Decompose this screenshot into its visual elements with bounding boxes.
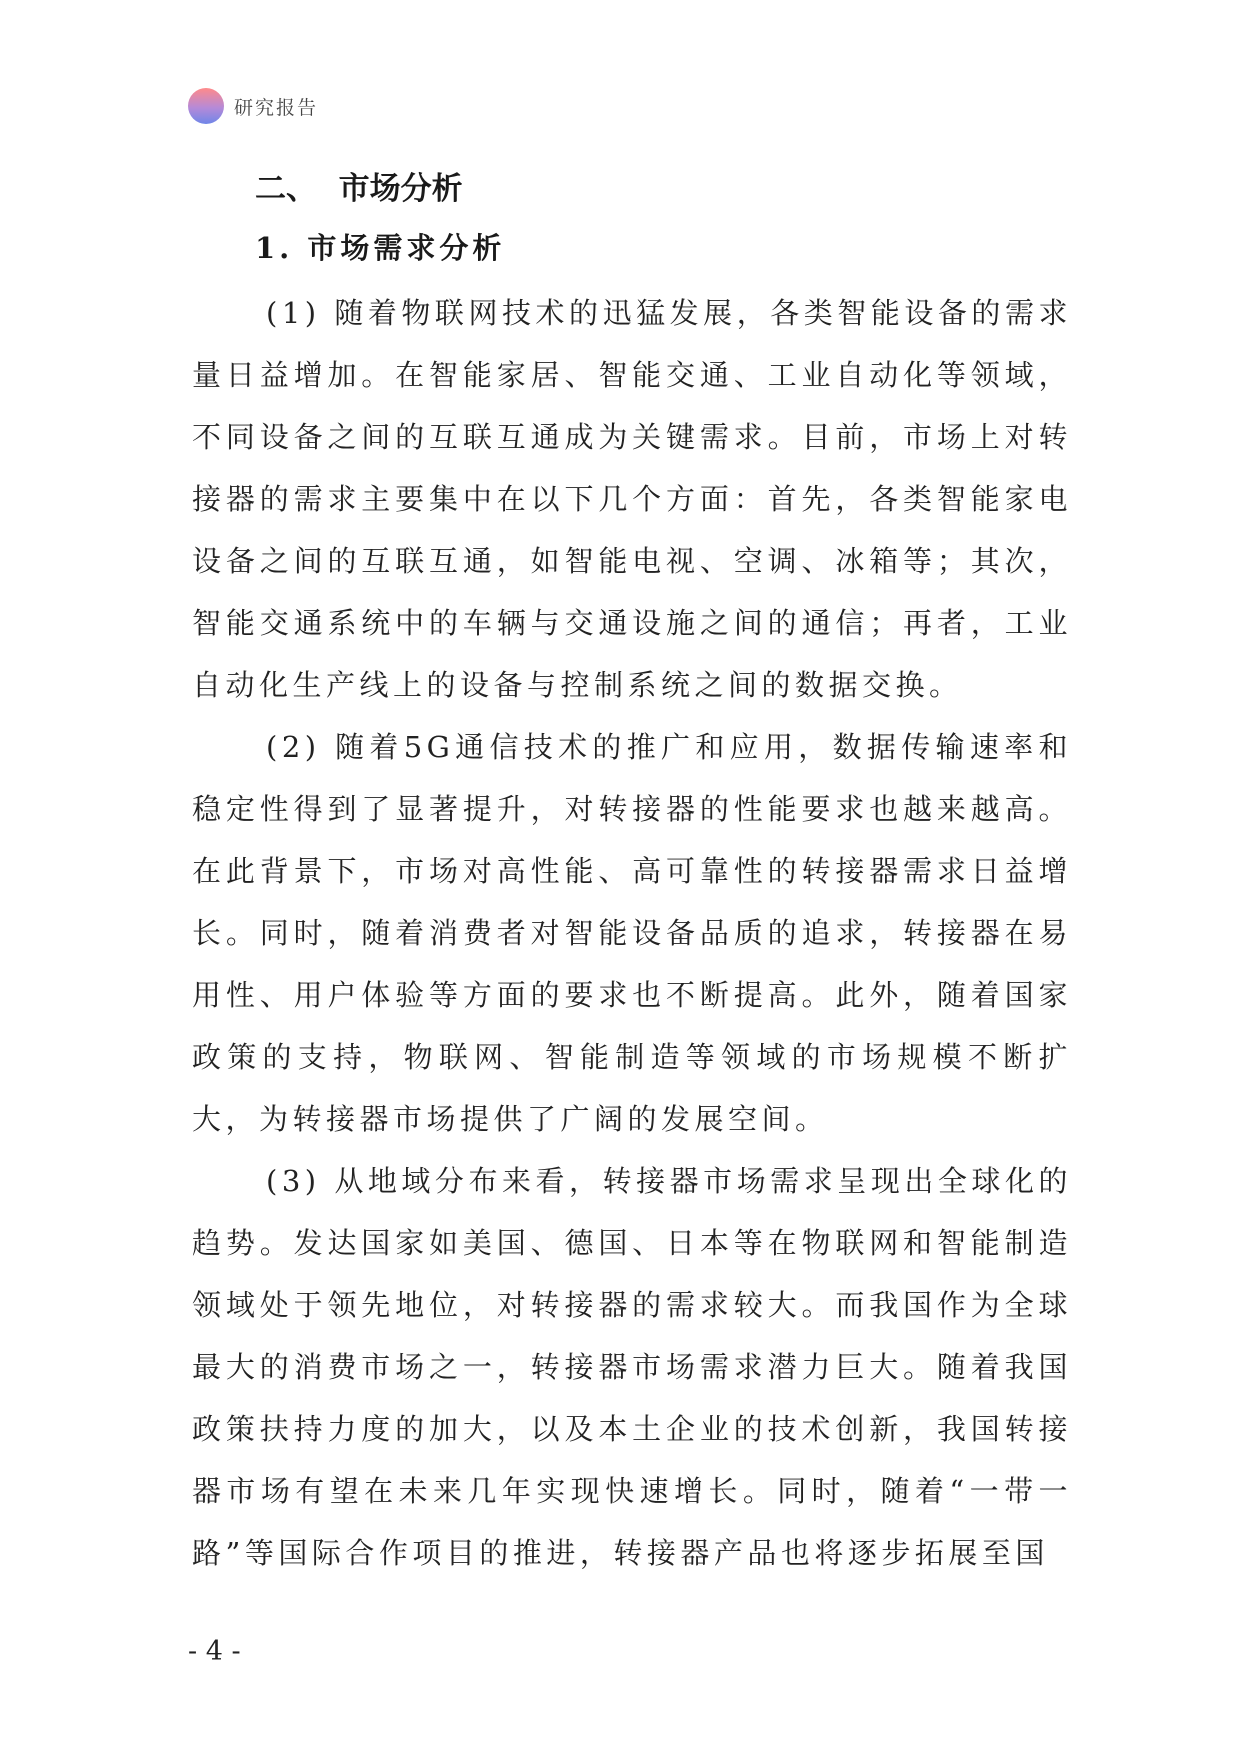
gradient-circle-logo-icon — [188, 88, 224, 124]
document-body — [192, 160, 1072, 1584]
paragraph-2: (2) 随着5G通信技术的推广和应用，数据传输速率和稳定性得到了显著提升，对转接器的性能要求也越来越高。在此背景下，市场对高性能、高可靠性的转接器需求日益增长。同时，随着消费者对智能设备品质的追求，转接器在易用性、用户体验等方面的要求也不断提高。此外，随着国家政策的支持，物联网、智能制造等领域的市场规模不断扩大，为转接器市场提供了广阔的发展空间。 — [192, 730, 1072, 1136]
page-number: - 4 - — [188, 1636, 241, 1667]
header-title: 研究报告 — [234, 96, 319, 119]
section-title: 二、 市场分析 — [255, 171, 463, 207]
paragraph-1: (1) 随着物联网技术的迅猛发展，各类智能设备的需求量日益增加。在智能家居、智能交通、工业自动化等领域，不同设备之间的互联互通成为关键需求。目前，市场上对转接器的需求主要集中在以下几个方面：首先，各类智能家电设备之间的互联互通，如智能电视、空调、冰箱等；其次，智能交通系统中的车辆与交通设施之间的通信；再者，工业自动化生产线上的设备与控制系统之间的数据交换。 — [192, 296, 1072, 702]
paragraph-3: (3) 从地域分布来看，转接器市场需求呈现出全球化的趋势。发达国家如美国、德国、日本等在物联网和智能制造领域处于领先地位，对转接器的需求较大。而我国作为全球最大的消费市场之一，转接器市场需求潜力巨大。随着我国政策扶持力度的加大，以及本土企业的技术创新，我国转接器市场有望在未来几年实现快速增长。同时，随着“一带一路”等国际合作项目的推进，转接器产品也将逐步拓展至国 — [192, 1164, 1072, 1570]
subsection-title: 1. 市场需求分析 — [255, 231, 506, 265]
report-header — [188, 88, 318, 124]
